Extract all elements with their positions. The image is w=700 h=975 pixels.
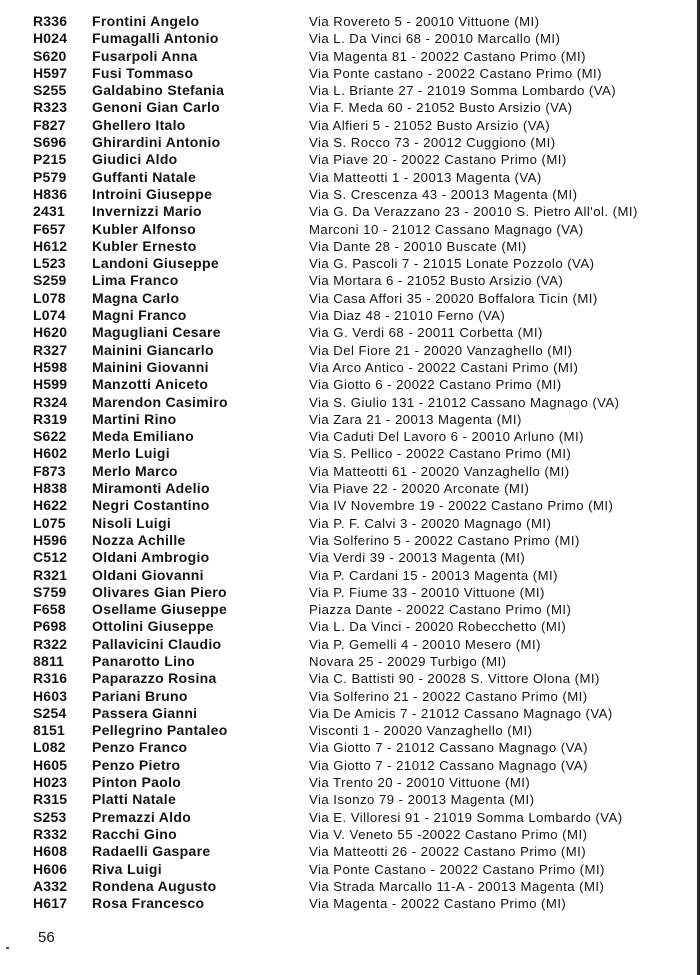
member-name: Passera Gianni xyxy=(92,704,198,721)
member-code: F827 xyxy=(33,116,66,133)
list-item xyxy=(0,186,700,203)
member-address: Via Ponte castano - 20022 Castano Primo (MI) xyxy=(309,65,602,81)
member-name: Mainini Giovanni xyxy=(92,358,209,375)
member-code: H599 xyxy=(33,376,68,393)
member-name: Landoni Giuseppe xyxy=(92,255,219,272)
list-item xyxy=(0,82,700,99)
list-item xyxy=(0,688,700,705)
member-code: S253 xyxy=(33,808,67,825)
list-item xyxy=(0,497,700,514)
member-name: Fumagalli Antonio xyxy=(92,30,219,47)
member-code: S255 xyxy=(33,82,67,99)
member-code: L074 xyxy=(33,307,66,324)
member-name: Guffanti Natale xyxy=(92,168,197,185)
member-address: Via L. Briante 27 - 21019 Somma Lombardo (VA) xyxy=(309,83,617,99)
member-name: Penzo Franco xyxy=(92,739,188,756)
member-address: Via Matteotti 1 - 20013 Magenta (VA) xyxy=(309,169,542,185)
member-name: Ghirardini Antonio xyxy=(92,134,221,151)
member-address: Via Isonzo 79 - 20013 Magenta (MI) xyxy=(309,792,535,808)
list-item xyxy=(0,567,700,584)
member-address: Via G. Verdi 68 - 20011 Corbetta (MI) xyxy=(309,325,543,341)
member-code: F658 xyxy=(33,601,66,618)
member-name: Paparazzo Rosina xyxy=(92,670,217,687)
member-address: Via IV Novembre 19 - 20022 Castano Primo (MI) xyxy=(309,498,614,514)
member-address: Via Verdi 39 - 20013 Magenta (MI) xyxy=(309,550,526,566)
member-code: S622 xyxy=(33,428,67,445)
member-name: Pallavicini Claudio xyxy=(92,635,222,652)
member-address: Via F. Meda 60 - 21052 Busto Arsizio (VA) xyxy=(309,100,573,116)
member-address: Via S. Rocco 73 - 20012 Cuggiono (MI) xyxy=(309,135,556,151)
member-code: S620 xyxy=(33,47,67,64)
member-address: Via P. Gemelli 4 - 20010 Mesero (MI) xyxy=(309,636,541,652)
list-item xyxy=(0,255,700,272)
member-code: R319 xyxy=(33,410,68,427)
member-name: Pinton Paolo xyxy=(92,774,182,791)
member-address: Via Solferino 5 - 20022 Castano Primo (MI) xyxy=(309,532,580,548)
list-item xyxy=(0,13,700,30)
member-name: Lima Franco xyxy=(92,272,179,289)
member-name: Radaelli Gaspare xyxy=(92,843,211,860)
list-item xyxy=(0,618,700,635)
member-address: Via C. Battisti 90 - 20028 S. Vittore Olona (MI) xyxy=(309,671,600,687)
list-item xyxy=(0,99,700,116)
member-name: Marendon Casimiro xyxy=(92,393,228,410)
list-item xyxy=(0,221,700,238)
member-address: Via S. Pellico - 20022 Castano Primo (MI) xyxy=(309,446,572,462)
member-code: C512 xyxy=(33,549,68,566)
member-name: Premazzi Aldo xyxy=(92,808,192,825)
member-code: 8811 xyxy=(33,652,65,669)
member-code: H024 xyxy=(33,30,68,47)
member-name: Manzotti Aniceto xyxy=(92,376,209,393)
list-item xyxy=(0,30,700,47)
list-item xyxy=(0,705,700,722)
scan-speck xyxy=(6,947,9,949)
member-name: Oldani Giovanni xyxy=(92,566,204,583)
list-item xyxy=(0,601,700,618)
member-address: Via P. Cardani 15 - 20013 Magenta (MI) xyxy=(309,567,558,583)
member-address: Via S. Crescenza 43 - 20013 Magenta (MI) xyxy=(309,186,578,202)
member-code: H605 xyxy=(33,756,68,773)
member-code: H023 xyxy=(33,774,68,791)
member-address: Via Trento 20 - 20010 Vittuone (MI) xyxy=(309,775,531,791)
member-address: Via Casa Affori 35 - 20020 Boffalora Ticin (MI) xyxy=(309,290,598,306)
member-address: Novara 25 - 20029 Turbigo (MI) xyxy=(309,653,507,669)
member-address: Via De Amicis 7 - 21012 Cassano Magnago (VA) xyxy=(309,705,613,721)
member-name: Nozza Achille xyxy=(92,531,186,548)
member-name: Fusarpoli Anna xyxy=(92,47,198,64)
member-address: Via Piave 22 - 20020 Arconate (MI) xyxy=(309,481,530,497)
member-code: R316 xyxy=(33,670,68,687)
member-address: Via V. Veneto 55 -20022 Castano Primo (MI) xyxy=(309,826,588,842)
member-code: S254 xyxy=(33,704,67,721)
list-item xyxy=(0,532,700,549)
list-item xyxy=(0,359,700,376)
list-item xyxy=(0,653,700,670)
member-address: Via Giotto 7 - 21012 Cassano Magnago (VA) xyxy=(309,757,588,773)
member-name: Panarotto Lino xyxy=(92,652,195,669)
member-address: Via L. Da Vinci - 20020 Robecchetto (MI) xyxy=(309,619,567,635)
list-item xyxy=(0,238,700,255)
list-item xyxy=(0,757,700,774)
list-item xyxy=(0,151,700,168)
list-item xyxy=(0,463,700,480)
member-address: Via Matteotti 26 - 20022 Castano Primo (MI) xyxy=(309,844,587,860)
member-code: H597 xyxy=(33,64,68,81)
list-item xyxy=(0,878,700,895)
list-item xyxy=(0,272,700,289)
member-name: Magna Carlo xyxy=(92,289,180,306)
member-name: Pellegrino Pantaleo xyxy=(92,722,228,739)
member-code: S759 xyxy=(33,583,67,600)
member-address: Via Rovereto 5 - 20010 Vittuone (MI) xyxy=(309,14,540,29)
member-name: Galdabino Stefania xyxy=(92,82,225,99)
member-code: R315 xyxy=(33,791,68,808)
list-item xyxy=(0,549,700,566)
list-item xyxy=(0,791,700,808)
member-address: Via Alfieri 5 - 21052 Busto Arsizio (VA) xyxy=(309,117,551,133)
member-name: Ghellero Italo xyxy=(92,116,186,133)
list-item xyxy=(0,411,700,428)
member-address: Via G. Da Verazzano 23 - 20010 S. Pietro All'ol. (MI) xyxy=(309,204,638,220)
member-address: Via Caduti Del Lavoro 6 - 20010 Arluno (MI) xyxy=(309,429,584,445)
list-item xyxy=(0,861,700,878)
member-address: Via Giotto 7 - 21012 Cassano Magnago (VA) xyxy=(309,740,588,756)
member-code: R336 xyxy=(33,13,68,29)
member-name: Miramonti Adelio xyxy=(92,480,210,497)
list-item xyxy=(0,428,700,445)
member-code: H617 xyxy=(33,895,68,912)
list-item xyxy=(0,65,700,82)
member-code: R322 xyxy=(33,635,68,652)
list-item xyxy=(0,826,700,843)
member-code: H598 xyxy=(33,358,68,375)
list-item xyxy=(0,843,700,860)
member-name: Olivares Gian Piero xyxy=(92,583,227,600)
member-code: H596 xyxy=(33,531,68,548)
member-code: H612 xyxy=(33,237,68,254)
member-name: Magni Franco xyxy=(92,307,187,324)
member-code: R324 xyxy=(33,393,68,410)
member-address: Via S. Giulio 131 - 21012 Cassano Magnago (VA) xyxy=(309,394,620,410)
member-name: Magugliani Cesare xyxy=(92,324,221,341)
member-code: H838 xyxy=(33,480,68,497)
member-code: H836 xyxy=(33,185,68,202)
list-item xyxy=(0,895,700,912)
member-name: Introini Giuseppe xyxy=(92,185,213,202)
member-code: L523 xyxy=(33,255,66,272)
list-item xyxy=(0,117,700,134)
member-name: Giudici Aldo xyxy=(92,151,178,168)
member-code: H608 xyxy=(33,843,68,860)
member-code: L082 xyxy=(33,739,66,756)
member-address: Via L. Da Vinci 68 - 20010 Marcallo (MI) xyxy=(309,31,561,47)
member-address: Visconti 1 - 20020 Vanzaghello (MI) xyxy=(309,723,533,739)
member-code: P215 xyxy=(33,151,67,168)
member-name: Merlo Marco xyxy=(92,462,178,479)
member-name: Martini Rino xyxy=(92,410,177,427)
page-number: 56 xyxy=(38,929,55,946)
list-item xyxy=(0,290,700,307)
member-name: Rosa Francesco xyxy=(92,895,205,912)
member-code: R321 xyxy=(33,566,68,583)
list-item xyxy=(0,169,700,186)
member-code: F873 xyxy=(33,462,66,479)
member-list xyxy=(0,13,700,912)
list-item xyxy=(0,394,700,411)
member-address: Via Del Fiore 21 - 20020 Vanzaghello (MI) xyxy=(309,342,573,358)
member-address: Via P. Fiume 33 - 20010 Vittuone (MI) xyxy=(309,584,545,600)
member-address: Via Solferino 21 - 20022 Castano Primo (MI) xyxy=(309,688,588,704)
member-address: Via Giotto 6 - 20022 Castano Primo (MI) xyxy=(309,377,562,393)
member-address: Via Strada Marcallo 11-A - 20013 Magenta (MI) xyxy=(309,878,605,894)
list-item xyxy=(0,480,700,497)
list-item xyxy=(0,584,700,601)
member-address: Via Diaz 48 - 21010 Ferno (VA) xyxy=(309,308,506,324)
member-address: Marconi 10 - 21012 Cassano Magnago (VA) xyxy=(309,221,584,237)
list-item xyxy=(0,324,700,341)
member-address: Via Magenta - 20022 Castano Primo (MI) xyxy=(309,896,567,912)
list-item xyxy=(0,636,700,653)
member-code: 2431 xyxy=(33,203,65,220)
member-address: Via Mortara 6 - 21052 Busto Arsizio (VA) xyxy=(309,273,564,289)
member-name: Fusi Tommaso xyxy=(92,64,194,81)
member-name: Ottolini Giuseppe xyxy=(92,618,214,635)
list-item xyxy=(0,445,700,462)
member-code: P698 xyxy=(33,618,67,635)
member-name: Racchi Gino xyxy=(92,825,177,842)
list-item xyxy=(0,342,700,359)
list-item xyxy=(0,307,700,324)
member-address: Via P. F. Calvi 3 - 20020 Magnago (MI) xyxy=(309,515,552,531)
list-item xyxy=(0,809,700,826)
list-item xyxy=(0,739,700,756)
list-item xyxy=(0,376,700,393)
member-code: H622 xyxy=(33,497,68,514)
member-name: Platti Natale xyxy=(92,791,177,808)
member-code: H606 xyxy=(33,860,68,877)
list-item xyxy=(0,134,700,151)
member-code: S696 xyxy=(33,134,67,151)
member-code: 8151 xyxy=(33,722,65,739)
member-code: H602 xyxy=(33,445,68,462)
member-name: Kubler Ernesto xyxy=(92,237,197,254)
member-name: Kubler Alfonso xyxy=(92,220,197,237)
member-code: S259 xyxy=(33,272,67,289)
member-address: Via Zara 21 - 20013 Magenta (MI) xyxy=(309,411,522,427)
list-item xyxy=(0,774,700,791)
member-name: Frontini Angelo xyxy=(92,13,200,29)
member-code: A332 xyxy=(33,877,68,894)
member-code: H603 xyxy=(33,687,68,704)
member-address: Via E. Villoresi 91 - 21019 Somma Lombardo (VA) xyxy=(309,809,623,825)
member-code: L078 xyxy=(33,289,66,306)
member-address: Via Magenta 81 - 20022 Castano Primo (MI) xyxy=(309,48,586,64)
member-address: Piazza Dante - 20022 Castano Primo (MI) xyxy=(309,602,572,618)
member-code: R327 xyxy=(33,341,68,358)
member-name: Pariani Bruno xyxy=(92,687,188,704)
member-address: Via G. Pascoli 7 - 21015 Lonate Pozzolo (VA) xyxy=(309,256,595,272)
member-name: Invernizzi Mario xyxy=(92,203,202,220)
member-name: Mainini Giancarlo xyxy=(92,341,214,358)
member-name: Oldani Ambrogio xyxy=(92,549,210,566)
list-item xyxy=(0,722,700,739)
list-item xyxy=(0,203,700,220)
member-code: H620 xyxy=(33,324,68,341)
list-item xyxy=(0,670,700,687)
list-item xyxy=(0,48,700,65)
member-code: L075 xyxy=(33,514,66,531)
member-code: P579 xyxy=(33,168,67,185)
member-code: R323 xyxy=(33,99,68,116)
member-name: Nisoli Luigi xyxy=(92,514,172,531)
member-name: Penzo Pietro xyxy=(92,756,181,773)
list-item xyxy=(0,515,700,532)
member-name: Rondena Augusto xyxy=(92,877,217,894)
member-name: Osellame Giuseppe xyxy=(92,601,228,618)
member-address: Via Matteotti 61 - 20020 Vanzaghello (MI) xyxy=(309,463,570,479)
member-name: Negri Costantino xyxy=(92,497,210,514)
member-address: Via Piave 20 - 20022 Castano Primo (MI) xyxy=(309,152,567,168)
member-code: F657 xyxy=(33,220,66,237)
member-name: Meda Emiliano xyxy=(92,428,194,445)
member-name: Genoni Gian Carlo xyxy=(92,99,221,116)
member-address: Via Dante 28 - 20010 Buscate (MI) xyxy=(309,238,527,254)
member-name: Riva Luigi xyxy=(92,860,162,877)
member-name: Merlo Luigi xyxy=(92,445,170,462)
member-address: Via Arco Antico - 20022 Castani Primo (MI) xyxy=(309,359,579,375)
member-address: Via Ponte Castano - 20022 Castano Primo (MI) xyxy=(309,861,605,877)
member-code: R332 xyxy=(33,825,68,842)
